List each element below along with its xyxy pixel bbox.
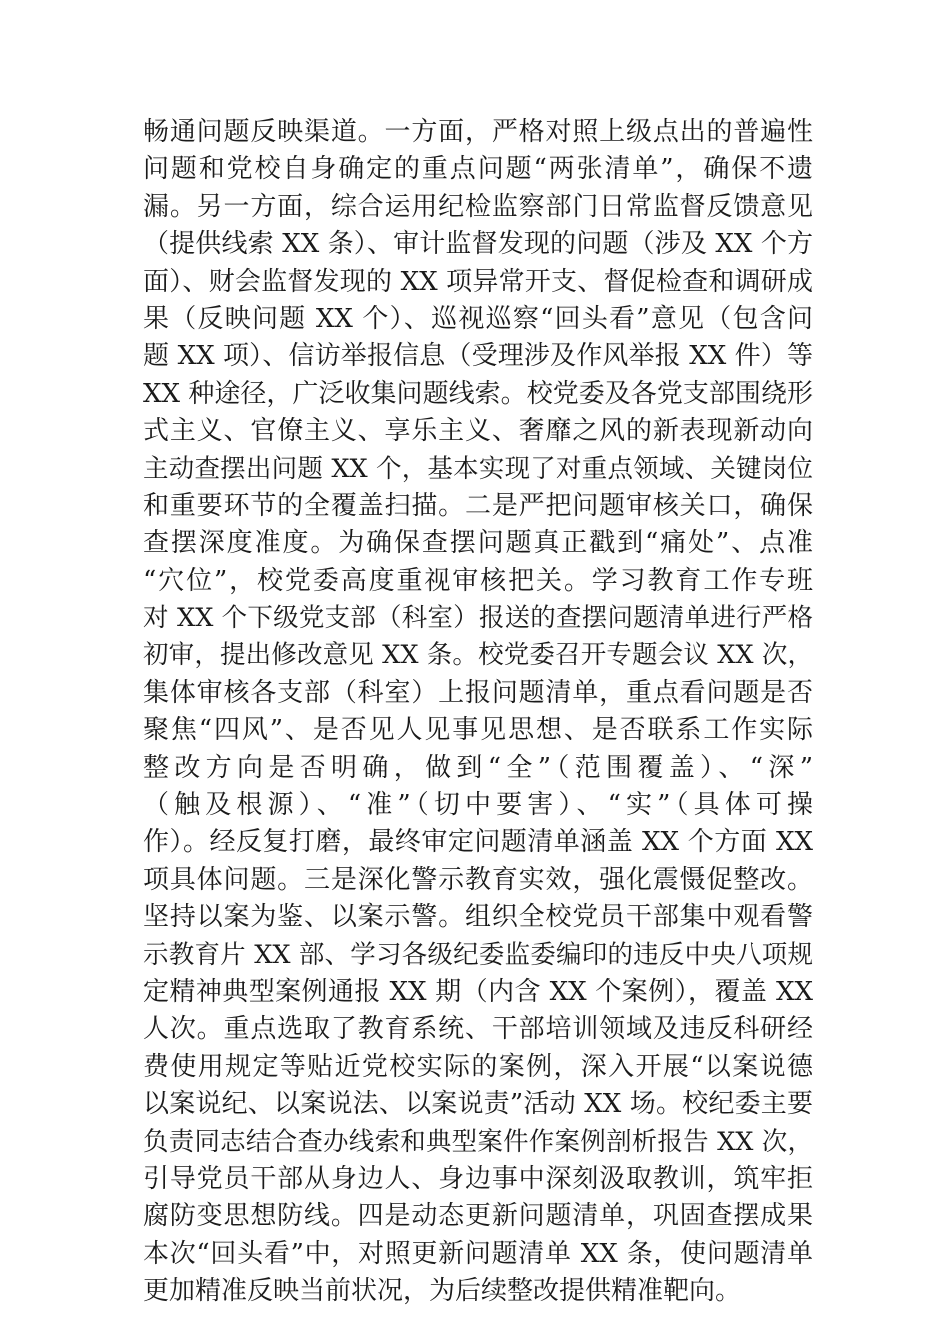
text-line: 主动查摆出问题 XX 个，基本实现了对重点领域、关键岗位 (143, 453, 813, 484)
text-line: 负责同志结合查办线索和典型案件作案例剖析报告 XX 次， (143, 1126, 813, 1157)
text-line: 问题和党校自身确定的重点问题“两张清单”，确保不遗 (143, 154, 813, 185)
text-line: （触及根源）、“准”（切中要害）、“实”（具体可操 (143, 790, 813, 821)
text-line: 定精神典型案例通报 XX 期（内含 XX 个案例），覆盖 XX (143, 976, 813, 1007)
text-line: 对 XX 个下级党支部（科室）报送的查摆问题清单进行严格 (143, 603, 813, 634)
text-line: XX 种途径，广泛收集问题线索。校党委及各党支部围绕形 (143, 378, 813, 409)
text-line: （提供线索 XX 条）、审计监督发现的问题（涉及 XX 个方 (143, 229, 813, 260)
text-line: 题 XX 项）、信访举报信息（受理涉及作风举报 XX 件）等 (143, 341, 813, 372)
text-line: 费使用规定等贴近党校实际的案例，深入开展“以案说德 (143, 1051, 813, 1082)
text-line: 腐防变思想防线。四是动态更新问题清单，巩固查摆成果 (143, 1201, 813, 1232)
text-line: 畅通问题反映渠道。一方面，严格对照上级点出的普遍性 (143, 117, 813, 147)
text-line: 坚持以案为鉴、以案示警。组织全校党员干部集中观看警 (143, 902, 813, 933)
text-line: 和重要环节的全覆盖扫描。二是严把问题审核关口，确保 (143, 490, 813, 521)
text-line: 更加精准反映当前状况，为后续整改提供精准靶向。 (143, 1276, 742, 1307)
text-line: 面）、财会监督发现的 XX 项异常开支、督促检查和调研成 (143, 266, 813, 297)
text-line: 聚焦“四风”、是否见人见事见思想、是否联系工作实际 (143, 715, 813, 746)
text-line: 初审，提出修改意见 XX 条。校党委召开专题会议 XX 次， (143, 640, 813, 671)
text-line: 查摆深度准度。为确保查摆问题真正戳到“痛处”、点准 (143, 528, 813, 559)
text-line: 果（反映问题 XX 个）、巡视巡察“回头看”意见（包含问 (143, 303, 813, 334)
text-line: 人次。重点选取了教育系统、干部培训领域及违反科研经 (143, 1014, 813, 1045)
text-line: 本次“回头看”中，对照更新问题清单 XX 条，使问题清单 (143, 1238, 813, 1269)
text-line: 引导党员干部从身边人、身边事中深刻汲取教训，筑牢拒 (143, 1163, 813, 1194)
text-line: 作）。经反复打磨，最终审定问题清单涵盖 XX 个方面 XX (143, 827, 813, 858)
text-line: 项具体问题。三是深化警示教育实效，强化震慑促整改。 (143, 864, 813, 895)
text-line: 漏。另一方面，综合运用纪检监察部门日常监督反馈意见 (143, 191, 813, 222)
text-line: 示教育片 XX 部、学习各级纪委监委编印的违反中央八项规 (143, 939, 813, 970)
text-line: “穴位”，校党委高度重视审核把关。学习教育工作专班 (143, 565, 813, 596)
text-line: 整改方向是否明确，做到“全”（范围覆盖）、“深” (143, 752, 813, 783)
text-line: 集体审核各支部（科室）上报问题清单，重点看问题是否 (143, 677, 813, 708)
text-line: 式主义、官僚主义、享乐主义、奢靡之风的新表现新动向 (143, 416, 813, 447)
body-paragraph (143, 114, 813, 1311)
text-line: 以案说纪、以案说法、以案说责”活动 XX 场。校纪委主要 (143, 1089, 813, 1120)
